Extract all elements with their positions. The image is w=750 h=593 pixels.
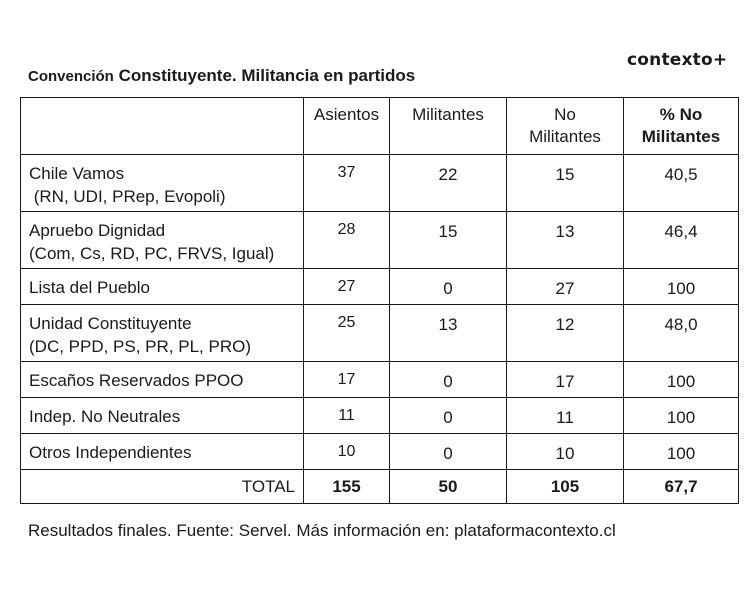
pct-no-militantes-cell: 48,0 [624,305,739,362]
total-militantes: 50 [390,470,507,504]
pct-no-militantes-cell: 40,5 [624,155,739,212]
asientos-cell: 10 [304,434,390,470]
pct-no-militantes-cell: 100 [624,269,739,305]
no-militantes-cell: 27 [507,269,624,305]
total-asientos: 155 [304,470,390,504]
no-militantes-cell: 17 [507,362,624,398]
party-name: Indep. No Neutrales [29,407,181,426]
no-militantes-cell: 11 [507,398,624,434]
party-members: (RN, UDI, PRep, Evopoli) [29,187,226,206]
title-main: Constituyente. Militancia en partidos [118,66,416,85]
asientos-cell: 17 [304,362,390,398]
party-cell [21,155,304,212]
table-row [21,155,739,212]
party-cell [21,398,304,434]
pct-no-militantes-cell: 100 [624,434,739,470]
total-no-militantes: 105 [507,470,624,504]
table-row [21,434,739,470]
pct-no-militantes-cell: 100 [624,398,739,434]
header-pct-no-militantes: % No Militantes [624,98,739,155]
total-label: TOTAL [21,470,304,504]
party-name: Chile Vamos [29,164,125,183]
asientos-cell: 25 [304,305,390,362]
table-row [21,398,739,434]
party-cell [21,269,304,305]
party-cell [21,434,304,470]
party-cell [21,362,304,398]
header-party [21,98,304,155]
total-row [21,470,739,504]
militantes-cell: 0 [390,269,507,305]
pct-no-militantes-cell: 100 [624,362,739,398]
header-row [21,98,739,155]
no-militantes-cell: 15 [507,155,624,212]
no-militantes-cell: 13 [507,212,624,269]
header-no-militantes: No Militantes [507,98,624,155]
party-name: Lista del Pueblo [29,278,150,297]
asientos-cell: 37 [304,155,390,212]
party-name: Escaños Reservados PPOO [29,371,244,390]
asientos-cell: 11 [304,398,390,434]
pct-no-militantes-cell: 46,4 [624,212,739,269]
total-pct: 67,7 [624,470,739,504]
table-row [21,269,739,305]
party-name: Apruebo Dignidad [29,221,166,240]
table-title [28,66,415,86]
party-cell [21,212,304,269]
table-row [21,212,739,269]
no-militantes-cell: 12 [507,305,624,362]
party-members: (DC, PPD, PS, PR, PL, PRO) [29,337,251,356]
asientos-cell: 28 [304,212,390,269]
header-militantes: Militantes [390,98,507,155]
militancy-table [20,97,739,504]
table-row [21,305,739,362]
militantes-cell: 22 [390,155,507,212]
party-members: (Com, Cs, RD, PC, FRVS, Igual) [29,244,275,263]
title-prefix: Convención [28,68,114,85]
militantes-cell: 0 [390,362,507,398]
brand-logo: contexto+ [627,50,728,70]
asientos-cell: 27 [304,269,390,305]
militantes-cell: 0 [390,434,507,470]
footnote: Resultados finales. Fuente: Servel. Más información en: plataformacontexto.cl [28,521,616,540]
header-asientos: Asientos [304,98,390,155]
militantes-cell: 15 [390,212,507,269]
party-cell [21,305,304,362]
party-name: Otros Independientes [29,443,192,462]
militantes-cell: 13 [390,305,507,362]
table-row [21,362,739,398]
party-name: Unidad Constituyente [29,314,192,333]
no-militantes-cell: 10 [507,434,624,470]
militantes-cell: 0 [390,398,507,434]
